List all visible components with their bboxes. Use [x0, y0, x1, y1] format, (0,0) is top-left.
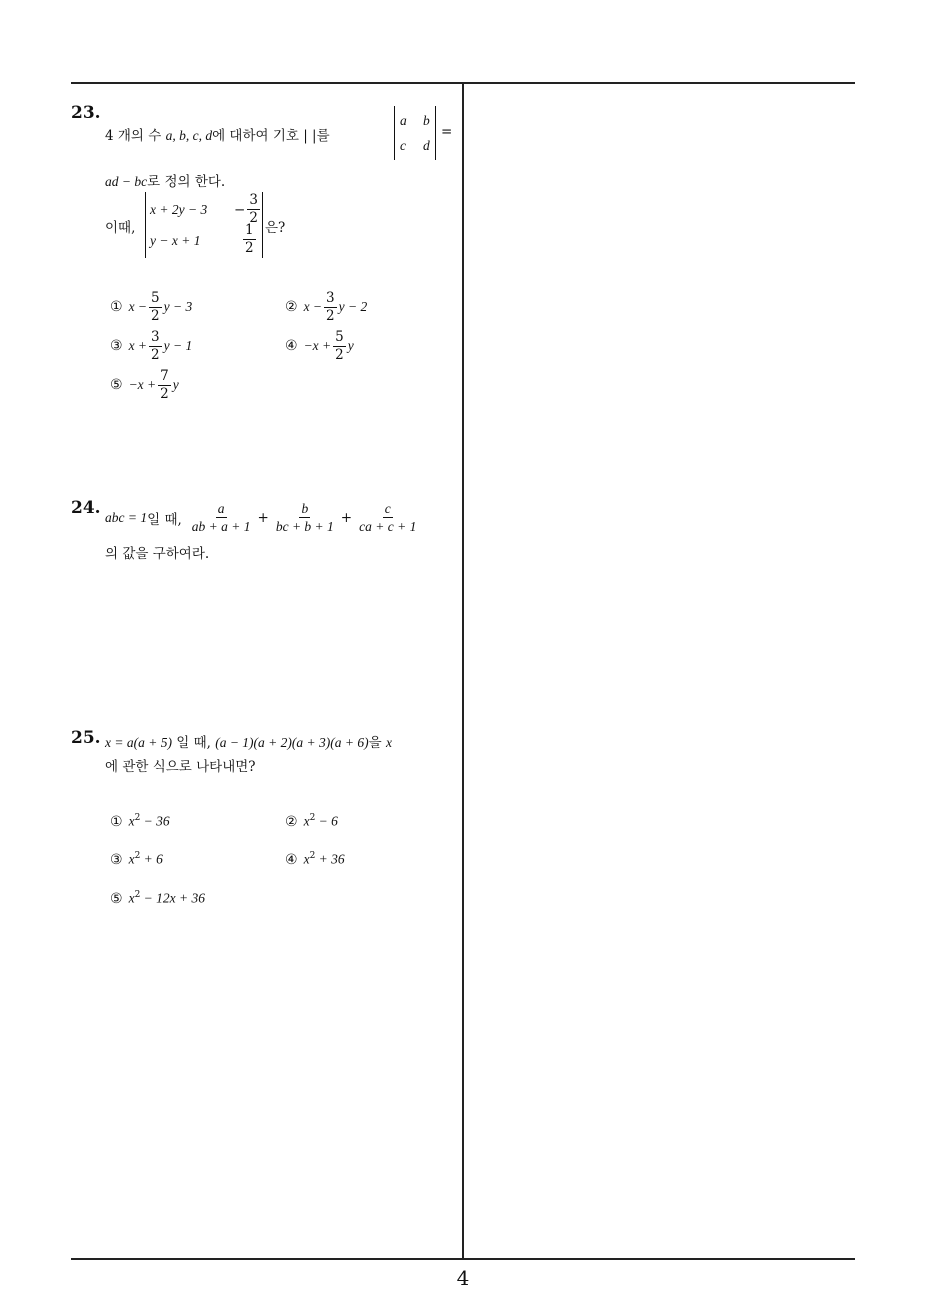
choice-post: y − 3 — [163, 299, 193, 314]
det-minus: − — [234, 201, 246, 218]
matrix-b: b — [423, 113, 430, 128]
q23-line1 — [105, 124, 330, 144]
choice-mark: ① — [110, 813, 123, 830]
fraction-denominator: ca + c + 1 — [359, 519, 417, 534]
q24-fraction-1 — [190, 500, 253, 535]
q23-choice-1[interactable] — [110, 290, 192, 325]
q23-choice-2[interactable] — [285, 290, 367, 325]
choice-exponent: 2 — [309, 813, 316, 823]
fraction-numerator: 3 — [249, 192, 258, 208]
choice-post: y — [172, 377, 179, 392]
plus-sign: + — [340, 509, 353, 526]
choice-rest: − 12x + 36 — [140, 890, 206, 906]
choice-rest: + 6 — [140, 851, 163, 867]
equals-sign: = — [441, 124, 453, 140]
fraction-numerator: 5 — [151, 290, 160, 306]
q25-choice-1[interactable] — [110, 813, 170, 830]
fraction-denominator: ab + a + 1 — [191, 519, 251, 534]
q23-choice-4[interactable] — [285, 329, 354, 364]
choice-pre: −x + — [128, 377, 157, 392]
q24-fraction-2 — [274, 500, 336, 535]
q24-condition: abc = 1 — [105, 509, 148, 525]
choice-rest: − 6 — [315, 813, 338, 829]
fraction-denominator: 2 — [326, 308, 335, 324]
fraction-denominator: 2 — [245, 240, 254, 256]
q25-choice-2[interactable] — [285, 813, 338, 830]
plus-sign: + — [257, 509, 269, 526]
det-r1c1: x + 2y − 3 — [150, 202, 208, 217]
choice-rest: + 36 — [315, 851, 345, 867]
choice-fraction — [158, 368, 171, 403]
fraction-numerator: 7 — [160, 368, 169, 384]
det-r2c1: y − x + 1 — [150, 233, 201, 248]
q25-tail: 을 — [368, 735, 386, 751]
choice-pre: x + — [128, 338, 148, 353]
matrix-d: d — [423, 138, 430, 153]
q23-line3-pre: 이때, — [105, 220, 136, 236]
choice-fraction — [149, 329, 162, 364]
choice-mark: ② — [285, 813, 298, 830]
q24-line1 — [105, 500, 420, 535]
q25-tail-var: x — [385, 735, 392, 750]
q23-choice-5[interactable] — [110, 368, 179, 403]
choice-mark: ⑤ — [110, 890, 123, 907]
q23-choice-3[interactable] — [110, 329, 192, 364]
choice-fraction — [324, 290, 337, 325]
q24-fraction-3 — [357, 500, 418, 535]
q23-vars: a, b, c, d — [165, 128, 213, 143]
choice-mark: ④ — [285, 338, 298, 354]
bottom-rule — [71, 1258, 855, 1260]
q23-line2 — [105, 170, 225, 190]
fraction-numerator: 3 — [326, 290, 335, 306]
choice-post: y — [347, 338, 354, 353]
det-r2c2 — [243, 222, 256, 257]
fraction-denominator: 2 — [160, 386, 169, 402]
fraction-denominator: 2 — [335, 347, 344, 363]
question-number: 23. — [71, 103, 101, 123]
fraction-numerator: 3 — [151, 329, 160, 345]
choice-pre: −x + — [303, 338, 332, 353]
choice-pre: x − — [128, 299, 148, 314]
fraction-denominator: 2 — [151, 308, 160, 324]
q23-text: 4 개의 수 — [105, 128, 166, 144]
page-number: 4 — [456, 1266, 470, 1290]
choice-base: x — [303, 851, 310, 867]
fraction-numerator: 1 — [245, 222, 254, 238]
q25-choice-4[interactable] — [285, 851, 345, 868]
q25-line1 — [105, 731, 392, 751]
question-number: 25. — [71, 728, 101, 748]
fraction-denominator: bc + b + 1 — [275, 519, 334, 534]
definition-matrix — [394, 106, 436, 160]
fraction-numerator: c — [384, 501, 391, 516]
choice-fraction — [149, 290, 162, 325]
q25-choice-3[interactable] — [110, 851, 163, 868]
choice-fraction — [333, 329, 346, 364]
choice-pre: x − — [303, 299, 323, 314]
choice-mark: ④ — [285, 851, 298, 868]
q25-choice-5[interactable] — [110, 890, 205, 907]
q23-line2-text: 로 정의 한다. — [147, 174, 226, 190]
choice-post: y − 1 — [163, 338, 193, 353]
q23-line3-post: 은? — [265, 220, 286, 236]
choice-mark: ⑤ — [110, 377, 123, 393]
fraction-denominator: 2 — [249, 210, 258, 226]
choice-exponent: 2 — [134, 813, 141, 823]
choice-base: x — [303, 813, 310, 829]
question-number: 24. — [71, 498, 101, 518]
q24-line2: 의 값을 구하여라. — [105, 546, 210, 562]
choice-mark: ② — [285, 299, 298, 315]
q25-line2: 에 관한 식으로 나타내면? — [105, 759, 256, 775]
choice-base: x — [128, 890, 135, 906]
q23-text-b: 에 대하여 기호 | |를 — [212, 128, 330, 144]
fraction-numerator: a — [217, 501, 225, 516]
q25-when: 일 때, — [171, 735, 216, 751]
q23-ad-bc: ad − bc — [105, 174, 148, 189]
q25-condition: x = a(a + 5) — [105, 735, 172, 750]
matrix-c: c — [400, 138, 406, 153]
choice-mark: ③ — [110, 338, 123, 354]
choice-exponent: 2 — [309, 851, 316, 861]
choice-rest: − 36 — [140, 813, 170, 829]
choice-exponent: 2 — [134, 851, 141, 861]
choice-exponent: 2 — [134, 890, 141, 900]
fraction-denominator: 2 — [151, 347, 160, 363]
q25-expression: (a − 1)(a + 2)(a + 3)(a + 6) — [215, 735, 369, 750]
choice-mark: ③ — [110, 851, 123, 868]
column-divider — [462, 83, 464, 1259]
fraction-numerator: 5 — [335, 329, 344, 345]
matrix-a: a — [400, 113, 407, 128]
q24-when: 일 때, — [147, 511, 182, 528]
question-determinant — [145, 192, 263, 258]
choice-post: y − 2 — [338, 299, 368, 314]
choice-base: x — [128, 851, 135, 867]
choice-base: x — [128, 813, 135, 829]
fraction-numerator: b — [301, 501, 309, 516]
choice-mark: ① — [110, 299, 123, 315]
